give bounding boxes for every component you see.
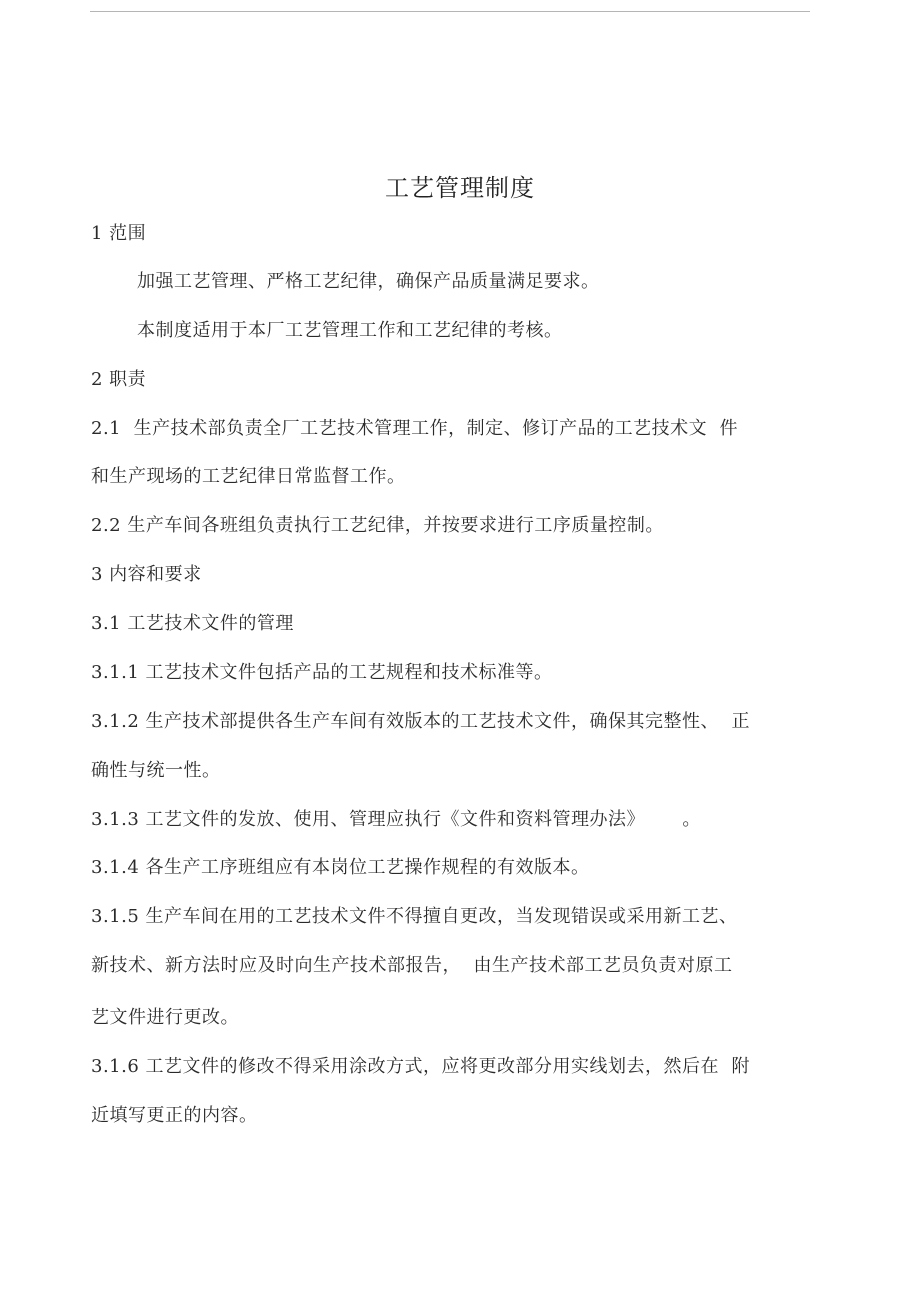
- paragraph-line: 3.1.1 工艺技术文件包括产品的工艺规程和技术标准等。: [91, 662, 553, 683]
- paragraph-line: 3 内容和要求: [91, 564, 202, 585]
- paragraph-line: 1 范围: [91, 223, 147, 244]
- paragraph-line: 艺文件进行更改。: [91, 1007, 239, 1028]
- paragraph-line: 2.1 生产技术部负责全厂工艺技术管理工作，制定、修订产品的工艺技术文 件: [91, 418, 739, 439]
- document-title: 工艺管理制度: [385, 174, 535, 202]
- paragraph-line: 加强工艺管理、严格工艺纪律，确保产品质量满足要求。: [137, 271, 600, 292]
- page-top-rule: [90, 11, 810, 12]
- paragraph-line: 新技术、新方法时应及时向生产技术部报告， 由生产技术部工艺员负责对原工: [91, 955, 733, 976]
- paragraph-line: 确性与统一性。: [91, 760, 221, 781]
- paragraph-line: 3.1.5 生产车间在用的工艺技术文件不得擅自更改，当发现错误或采用新工艺、: [91, 906, 738, 927]
- paragraph-line: 3.1.2 生产技术部提供各生产车间有效版本的工艺技术文件，确保其完整性、 正: [91, 711, 750, 732]
- paragraph-line: 和生产现场的工艺纪律日常监督工作。: [91, 466, 406, 487]
- paragraph-line: 2 职责: [91, 369, 147, 390]
- paragraph-line: 3.1.4 各生产工序班组应有本岗位工艺操作规程的有效版本。: [91, 857, 590, 878]
- paragraph-line: 2.2 生产车间各班组负责执行工艺纪律，并按要求进行工序质量控制。: [91, 515, 664, 536]
- paragraph-line: 近填写更正的内容。: [91, 1105, 258, 1126]
- paragraph-line: 3.1.6 工艺文件的修改不得采用涂改方式，应将更改部分用实线划去，然后在 附: [91, 1056, 750, 1077]
- paragraph-line: 3.1.3 工艺文件的发放、使用、管理应执行《文件和资料管理办法》 。: [91, 809, 701, 830]
- paragraph-line: 本制度适用于本厂工艺管理工作和工艺纪律的考核。: [137, 320, 563, 341]
- paragraph-line: 3.1 工艺技术文件的管理: [91, 613, 294, 634]
